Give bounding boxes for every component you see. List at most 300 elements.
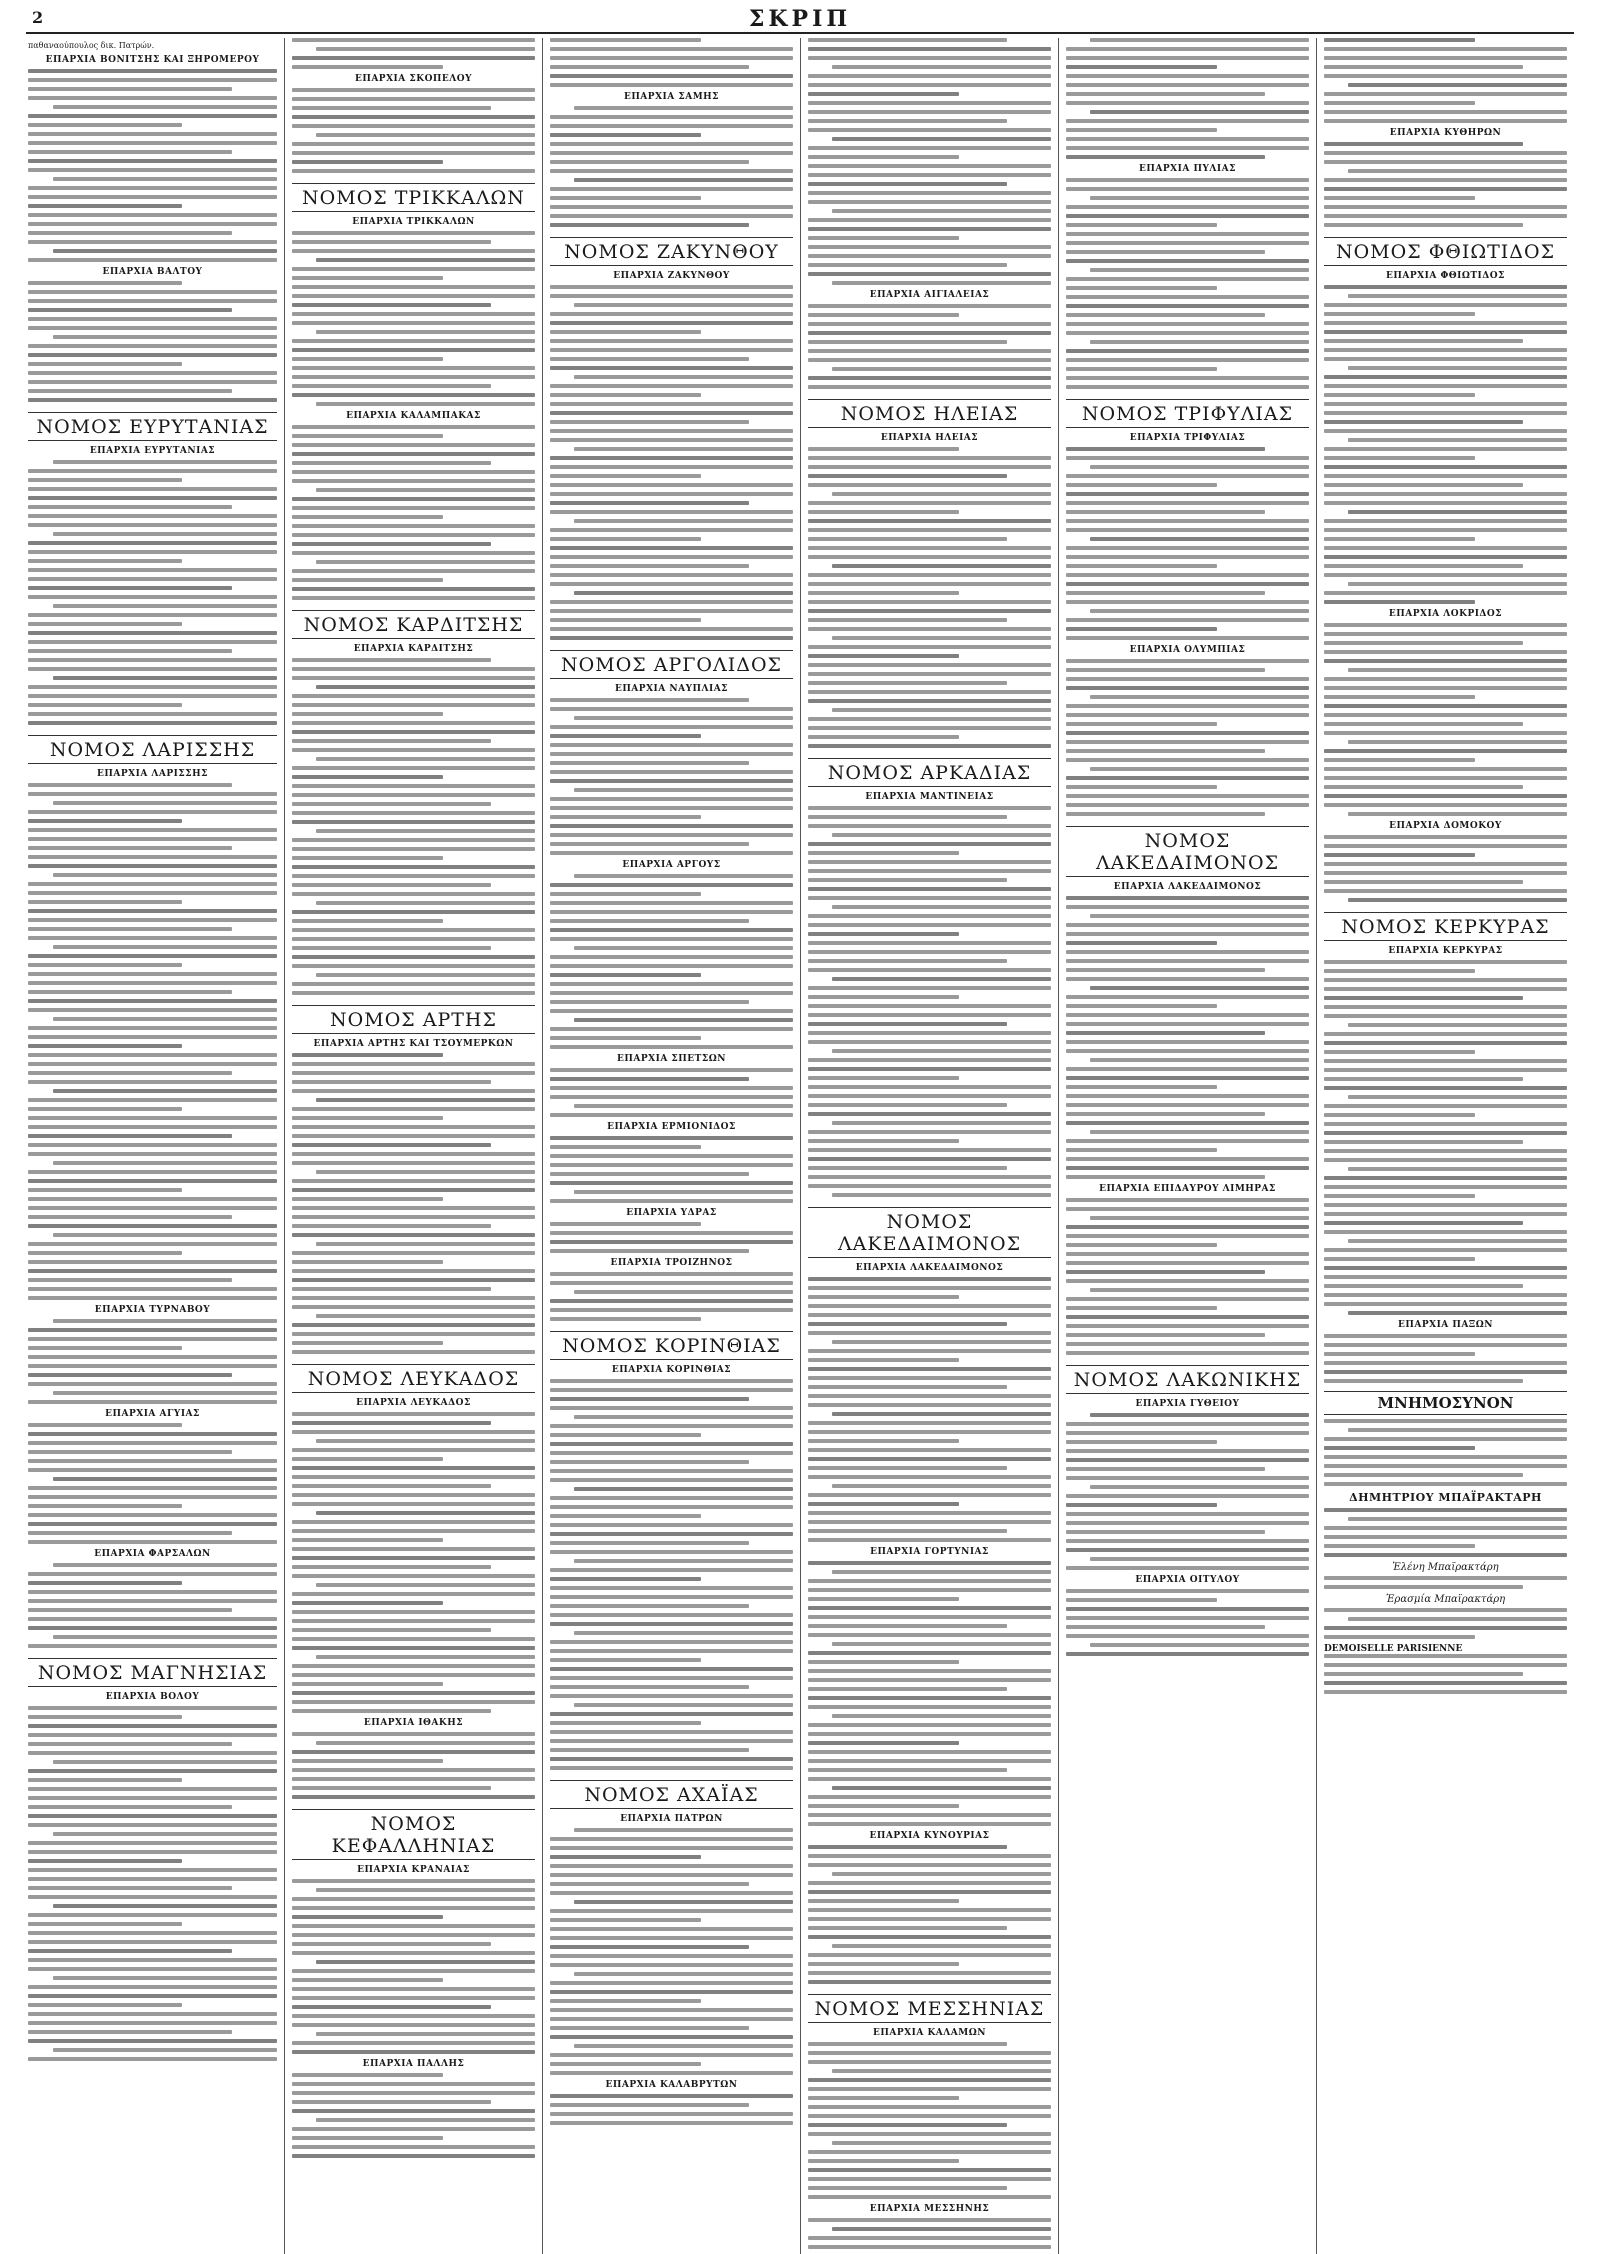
text-line — [808, 1112, 1051, 1116]
text-line — [1324, 767, 1567, 771]
text-line — [28, 1382, 277, 1386]
text-line — [292, 1556, 535, 1560]
text-line — [1324, 1014, 1567, 1018]
text-line — [1066, 812, 1265, 816]
text-line — [550, 160, 749, 164]
text-line — [28, 1522, 277, 1526]
text-line — [1324, 1370, 1567, 1374]
province-heading: ΕΠΑΡΧΙΑ ΚΑΡΔΙΤΣΗΣ — [353, 644, 474, 654]
text-line — [292, 596, 535, 600]
text-line — [1066, 92, 1265, 96]
text-line — [1066, 686, 1309, 690]
text-line — [28, 469, 277, 473]
text-line — [808, 2245, 1051, 2249]
text-line — [808, 1899, 959, 1903]
text-block — [1066, 896, 1309, 1179]
text-block — [1324, 960, 1567, 1315]
text-line — [550, 1317, 701, 1321]
text-line — [808, 2132, 1051, 2136]
text-line — [292, 847, 535, 851]
text-line — [808, 950, 1051, 954]
text-line — [808, 245, 1051, 249]
text-line — [28, 1868, 277, 1872]
text-line — [1066, 1022, 1309, 1026]
signatory-name: Ἐρασμία Μπαϊρακτάρη — [1385, 1594, 1506, 1605]
text-line — [1066, 1225, 1309, 1229]
text-line — [1324, 1352, 1475, 1356]
text-block — [292, 2073, 535, 2158]
text-line — [550, 1532, 793, 1536]
text-line — [832, 1642, 1051, 1646]
text-line — [550, 2026, 749, 2030]
text-line — [808, 1863, 1051, 1867]
text-line — [292, 1125, 535, 1129]
text-line — [292, 865, 535, 869]
text-block — [808, 38, 1051, 285]
text-line — [292, 2145, 535, 2149]
text-line — [808, 627, 1051, 631]
text-line — [1066, 713, 1309, 717]
text-line — [808, 1777, 1051, 1781]
text-block — [550, 285, 793, 640]
text-line — [808, 2105, 1051, 2109]
text-line — [292, 676, 535, 680]
province-heading: ΕΠΑΡΧΙΑ ΑΡΓΟΥΣ — [622, 860, 721, 870]
text-line — [292, 294, 535, 298]
text-line — [28, 999, 277, 1003]
text-line — [53, 801, 277, 805]
text-line — [1066, 1607, 1309, 1611]
text-line — [1324, 474, 1567, 478]
text-line — [808, 1962, 959, 1966]
text-line — [1324, 794, 1567, 798]
text-line — [808, 465, 1051, 469]
text-line — [808, 1845, 1007, 1849]
text-line — [1324, 1626, 1567, 1630]
text-line — [808, 331, 1051, 335]
text-line — [1324, 348, 1567, 352]
text-line — [28, 380, 277, 384]
text-line — [1066, 573, 1309, 577]
text-line — [1324, 492, 1567, 496]
text-line — [28, 972, 277, 976]
text-line — [808, 932, 959, 936]
text-line — [808, 182, 1007, 186]
text-line — [550, 1281, 793, 1285]
text-line — [832, 1872, 1051, 1876]
text-line — [550, 1595, 793, 1599]
text-line — [292, 249, 535, 253]
text-line — [808, 1953, 1051, 1957]
text-line — [550, 429, 793, 433]
text-line — [1066, 1198, 1309, 1202]
text-line — [292, 2127, 535, 2131]
text-line — [808, 1615, 1051, 1619]
text-line — [808, 1651, 1051, 1655]
text-line — [550, 1478, 793, 1482]
text-line — [28, 1459, 277, 1463]
text-line — [292, 321, 535, 325]
text-line — [28, 1994, 277, 1998]
text-line — [808, 1980, 1051, 1984]
text-line — [1066, 1351, 1309, 1355]
text-line — [550, 842, 749, 846]
text-line — [28, 1949, 232, 1953]
text-line — [1324, 456, 1475, 460]
text-line — [1324, 92, 1567, 96]
text-line — [28, 667, 277, 671]
text-line — [1324, 1535, 1567, 1539]
text-line — [808, 200, 1051, 204]
text-line — [1066, 659, 1309, 663]
memorial-notice-title: ΜΝΗΜΟΣΥΝΟΝ — [1324, 1391, 1567, 1415]
text-line — [292, 38, 535, 42]
text-line — [1066, 977, 1309, 981]
text-line — [28, 1278, 232, 1282]
text-line — [550, 707, 793, 711]
text-line — [28, 1242, 277, 1246]
text-line — [1066, 1449, 1309, 1453]
text-line — [292, 1547, 535, 1551]
text-line — [28, 882, 277, 886]
text-line — [28, 1617, 277, 1621]
text-line — [1066, 1315, 1309, 1319]
text-line — [550, 901, 793, 905]
text-line — [550, 1739, 793, 1743]
text-line — [1066, 1148, 1217, 1152]
text-block — [550, 874, 793, 1049]
text-line — [316, 1439, 535, 1443]
province-heading: ΕΠΑΡΧΙΑ ΚΑΛΑΜΠΑΚΑΣ — [346, 411, 481, 421]
text-line — [550, 1963, 793, 1967]
text-line — [28, 1540, 277, 1544]
text-line — [808, 1696, 1051, 1700]
text-line — [808, 349, 1051, 353]
text-line — [550, 2121, 793, 2125]
text-line — [1348, 1023, 1567, 1027]
text-line — [832, 1049, 1051, 1053]
text-line — [28, 1486, 277, 1490]
text-line — [1324, 1248, 1567, 1252]
text-line — [292, 1332, 535, 1336]
text-line — [1324, 686, 1567, 690]
text-line — [808, 1520, 1051, 1524]
text-line — [28, 837, 277, 841]
text-line — [550, 1550, 793, 1554]
province-heading: ΕΠΑΡΧΙΑ ΤΡΙΦΥΛΙΑΣ — [1129, 433, 1246, 443]
text-line — [28, 150, 232, 154]
text-line — [808, 1705, 1051, 1709]
text-line — [28, 981, 277, 985]
province-heading: ΕΠΑΡΧΙΑ ΦΑΡΣΑΛΩΝ — [94, 1549, 211, 1559]
text-block — [28, 783, 277, 1300]
text-line — [316, 258, 535, 262]
text-line — [1324, 1158, 1567, 1162]
text-line — [808, 1529, 1007, 1533]
text-line — [1066, 74, 1309, 78]
text-line — [550, 2008, 793, 2012]
text-line — [1348, 1617, 1567, 1621]
text-line — [292, 1089, 535, 1093]
text-line — [550, 205, 793, 209]
text-block — [1066, 1198, 1309, 1355]
text-line — [292, 919, 443, 923]
text-line — [808, 1139, 959, 1143]
text-line — [28, 1495, 277, 1499]
text-line — [28, 317, 277, 321]
province-heading: ΕΠΑΡΧΙΑ ΜΑΝΤΙΝΕΙΑΣ — [865, 792, 994, 802]
text-line — [574, 1703, 793, 1707]
text-line — [28, 1581, 182, 1585]
text-line — [1324, 803, 1567, 807]
text-line — [316, 47, 535, 51]
text-block — [1066, 1589, 1309, 1656]
text-line — [292, 739, 491, 743]
text-line — [28, 1215, 232, 1219]
text-line — [808, 1624, 1007, 1628]
text-line — [808, 501, 1051, 505]
text-line — [28, 550, 277, 554]
text-line — [1066, 1175, 1265, 1179]
column-2 — [284, 38, 542, 2254]
text-line — [1066, 214, 1309, 218]
text-line — [1066, 1013, 1309, 1017]
text-line — [808, 385, 1051, 389]
text-line — [550, 1649, 793, 1653]
text-line — [1066, 1566, 1309, 1570]
text-line — [53, 1976, 277, 1980]
text-line — [53, 676, 277, 680]
prefecture-heading: ΝΟΜΟΣ ΑΡΓΟΛΙΔΟΣ — [550, 650, 793, 679]
text-line — [550, 366, 793, 370]
text-line — [53, 945, 277, 949]
text-line — [808, 38, 1007, 42]
text-line — [292, 169, 535, 173]
text-line — [292, 303, 491, 307]
prefecture-heading: ΝΟΜΟΣ ΤΡΙΚΚΑΛΩΝ — [292, 183, 535, 212]
text-line — [28, 478, 182, 482]
text-line — [292, 1628, 491, 1632]
text-line — [1324, 393, 1475, 397]
text-line — [1090, 1413, 1309, 1417]
text-line — [832, 2141, 1051, 2145]
text-line — [550, 411, 793, 415]
text-line — [1066, 367, 1217, 371]
text-line — [1324, 420, 1523, 424]
text-line — [550, 1433, 701, 1437]
text-line — [550, 501, 749, 505]
text-line — [28, 1733, 277, 1737]
text-line — [550, 973, 701, 977]
text-line — [808, 1813, 1051, 1817]
text-line — [1324, 1041, 1567, 1045]
text-line — [1066, 1521, 1309, 1525]
text-line — [550, 1424, 793, 1428]
text-line — [28, 685, 277, 689]
text-line — [550, 348, 793, 352]
text-line — [574, 874, 793, 878]
text-line — [574, 519, 793, 523]
text-block — [1324, 1508, 1567, 1557]
province-heading: ΕΠΑΡΧΙΑ ΟΛΥΜΠΙΑΣ — [1129, 645, 1246, 655]
text-line — [574, 1900, 793, 1904]
text-line — [316, 1741, 535, 1745]
text-line — [292, 1987, 535, 1991]
text-line — [292, 142, 535, 146]
text-block — [808, 1277, 1051, 1542]
text-line — [1324, 871, 1567, 875]
text-line — [1324, 1212, 1567, 1216]
text-line — [28, 1125, 277, 1129]
text-line — [28, 828, 277, 832]
text-line — [808, 322, 1051, 326]
text-line — [1066, 1476, 1309, 1480]
text-line — [28, 864, 277, 868]
text-line — [808, 2177, 1051, 2181]
text-line — [1066, 358, 1309, 362]
text-line — [808, 1633, 1051, 1637]
text-line — [28, 1441, 277, 1445]
province-heading: ΕΠΑΡΧΙΑ ΚΑΛΑΜΩΝ — [873, 2028, 986, 2038]
prefecture-heading: ΝΟΜΟΣ ΑΡΤΗΣ — [292, 1005, 535, 1034]
text-line — [1324, 1464, 1567, 1468]
text-line — [808, 1660, 959, 1664]
text-line — [808, 582, 1051, 586]
text-line — [808, 591, 959, 595]
text-line — [808, 1732, 1051, 1736]
text-line — [316, 560, 535, 564]
text-line — [1324, 1419, 1567, 1423]
text-line — [28, 1143, 277, 1147]
text-block — [808, 806, 1051, 1197]
text-line — [550, 1045, 793, 1049]
text-line — [808, 546, 1051, 550]
province-heading: ΕΠΑΡΧΙΑ ΕΥΡΥΤΑΝΙΑΣ — [89, 446, 216, 456]
text-line — [550, 492, 793, 496]
text-line — [1066, 146, 1309, 150]
text-line — [550, 83, 793, 87]
column-5 — [1058, 38, 1316, 2254]
province-heading: ΕΠΑΡΧΙΑ ΣΚΟΠΕΛΟΥ — [354, 74, 473, 84]
text-line — [550, 1730, 793, 1734]
text-line — [316, 402, 535, 406]
text-line — [808, 1394, 1051, 1398]
text-line — [28, 1116, 277, 1120]
text-line — [550, 214, 793, 218]
text-line — [808, 1184, 1051, 1188]
text-line — [1324, 632, 1567, 636]
text-line — [1066, 1067, 1309, 1071]
text-line — [28, 1823, 277, 1827]
text-line — [1324, 758, 1475, 762]
text-line — [1324, 142, 1523, 146]
text-line — [808, 1935, 1051, 1939]
text-block — [550, 1379, 793, 1770]
text-line — [1324, 1230, 1567, 1234]
text-line — [28, 1035, 277, 1039]
province-heading: ΕΠΑΡΧΙΑ ΤΡΟΙΖΗΝΟΣ — [610, 1258, 733, 1268]
text-line — [292, 802, 491, 806]
text-line — [1324, 889, 1567, 893]
text-line — [1324, 110, 1567, 114]
text-line — [28, 792, 277, 796]
text-line — [808, 573, 1051, 577]
text-line — [550, 1027, 793, 1031]
text-line — [574, 2044, 793, 2048]
text-line — [550, 2062, 701, 2066]
text-line — [808, 887, 1051, 891]
text-line — [1066, 758, 1309, 762]
text-line — [292, 1795, 535, 1799]
text-line — [808, 1741, 959, 1745]
text-line — [292, 267, 535, 271]
text-block — [28, 1563, 277, 1648]
text-line — [292, 1161, 535, 1165]
text-line — [292, 1768, 535, 1772]
text-line — [550, 851, 793, 855]
text-line — [28, 810, 277, 814]
text-line — [1324, 1113, 1475, 1117]
text-line — [292, 231, 535, 235]
text-block — [550, 1828, 793, 2075]
text-line — [550, 937, 793, 941]
text-line — [292, 991, 535, 995]
text-block — [550, 2094, 793, 2125]
text-line — [550, 151, 793, 155]
text-line — [550, 133, 701, 137]
text-line — [808, 2186, 1007, 2190]
text-line — [808, 340, 1007, 344]
text-line — [1066, 722, 1217, 726]
text-line — [292, 2073, 443, 2077]
text-line — [316, 1888, 535, 1892]
text-line — [808, 376, 1051, 380]
text-line — [808, 1376, 1051, 1380]
text-line — [1324, 1690, 1567, 1694]
text-line — [1066, 295, 1309, 299]
text-line — [1324, 1334, 1567, 1338]
text-line — [316, 1960, 535, 1964]
province-heading: ΕΠΑΡΧΙΑ ΓΟΡΤΥΝΙΑΣ — [870, 1547, 989, 1557]
text-line — [292, 1305, 535, 1309]
text-line — [1324, 555, 1567, 559]
text-line — [808, 618, 1007, 622]
text-line — [1066, 1467, 1265, 1471]
text-line — [808, 1971, 1051, 1975]
text-line — [1066, 1306, 1217, 1310]
text-line — [832, 2069, 1051, 2073]
text-line — [292, 2100, 491, 2104]
text-line — [1324, 528, 1567, 532]
text-line — [1324, 1663, 1567, 1667]
text-line — [28, 2012, 277, 2016]
text-line — [808, 1926, 1007, 1930]
text-line — [550, 1136, 793, 1140]
text-line — [808, 1439, 959, 1443]
text-line — [292, 348, 535, 352]
text-line — [292, 1610, 535, 1614]
text-line — [808, 83, 1051, 87]
text-line — [808, 744, 1051, 748]
text-line — [292, 506, 535, 510]
text-line — [28, 1152, 277, 1156]
text-line — [28, 114, 277, 118]
text-line — [292, 1879, 535, 1883]
text-line — [574, 1559, 793, 1563]
text-line — [28, 622, 182, 626]
text-line — [1066, 1530, 1265, 1534]
text-line — [1066, 1004, 1217, 1008]
